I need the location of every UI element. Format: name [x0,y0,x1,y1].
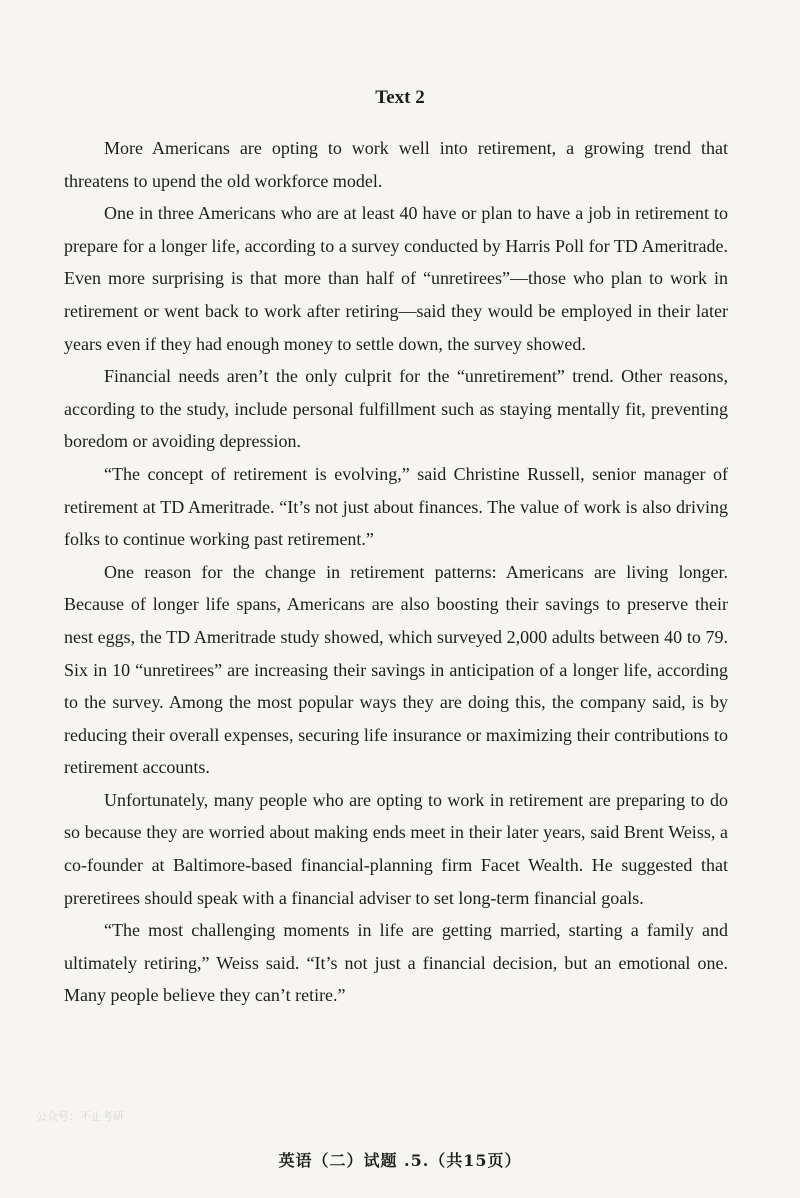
paragraph-5: One reason for the change in retirement patterns: Americans are living longer. Because of longer life spans, Americans are also boosting their savings to preserve their nest eggs, the TD Ameritrade study showed, which surveyed 2,000 adults between 40 to 79. Six in 10 “unretirees” are increasing their savings in anticipation of a longer life, according to the survey. Among the most popular ways they are doing this, the company said, is by reducing their overall expenses, securing life insurance or maximizing their contributions to retirement accounts. [64,561,728,778]
watermark: 公众号：不止考研 [36,1110,124,1123]
passage-title: Text 2 [375,87,425,108]
paragraph-3: Financial needs aren’t the only culprit for the “unretirement” trend. Other reasons, according to the study, include personal fulfillment such as staying mentally fit, preventing boredom or avoiding depression. [64,366,728,452]
paragraph-4: “The concept of retirement is evolving,” said Christine Russell, senior manager of retirement at TD Ameritrade. “It’s not just about finances. The value of work is also driving folks to continue working past retirement.” [64,463,728,550]
paragraph-6: Unfortunately, many people who are opting to work in retirement are preparing to do so because they are worried about making ends meet in their later years, said Brent Weiss, a co-founder at Baltimore-based financial-planning firm Facet Wealth. He suggested that preretirees should speak with a financial adviser to set long-term financial goals. [64,789,728,908]
passage-body [64,132,728,1012]
paragraph-1: More Americans are opting to work well into retirement, a growing trend that threatens to upend the old workforce model. [64,138,728,191]
paragraph-2: One in three Americans who are at least 40 have or plan to have a job in retirement to prepare for a longer life, according to a survey conducted by Harris Poll for TD Ameritrade. Even more surprising is that more than half of “unretirees”—those who plan to work in retirement or went back to work after retiring—said they would be employed in their later years even if they had enough money to settle down, the survey showed. [64,203,728,354]
paragraph-7: “The most challenging moments in life are getting married, starting a family and ultimately retiring,” Weiss said. “It’s not just a financial decision, but an emotional one. Many people believe they can’t retire.” [64,920,728,1006]
page-footer: 英语（二）试题 .5.（共15页） [278,1151,522,1170]
